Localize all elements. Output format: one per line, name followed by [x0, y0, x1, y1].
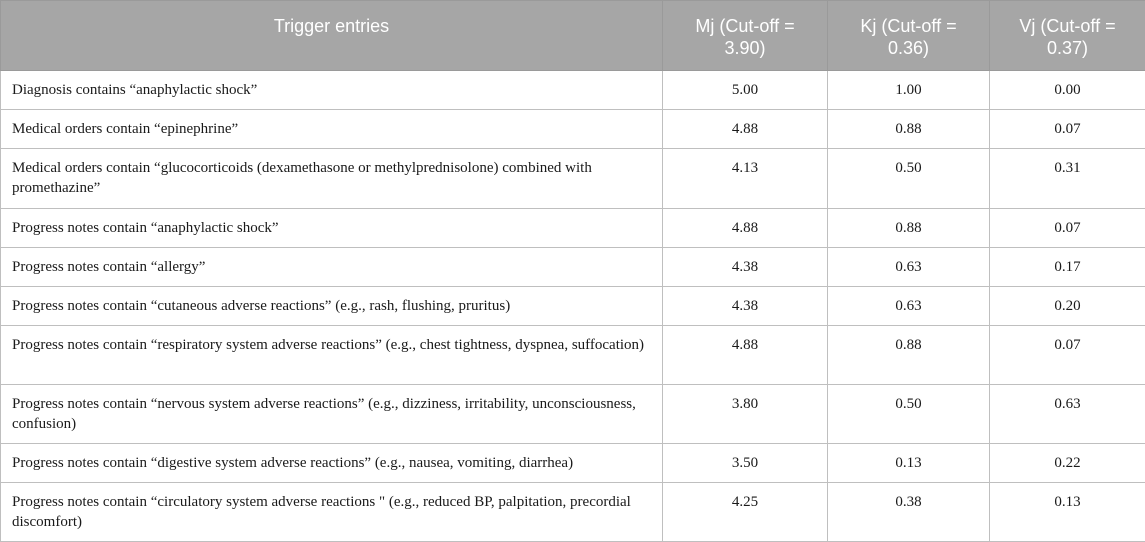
trigger-entry-cell: Progress notes contain “anaphylactic shock”	[1, 209, 663, 248]
table-row	[1, 71, 1145, 110]
vj-cell: 0.31	[990, 149, 1145, 209]
trigger-entry-cell: Medical orders contain “epinephrine”	[1, 110, 663, 149]
vj-cell: 0.63	[990, 385, 1145, 444]
kj-cell: 0.38	[828, 483, 990, 542]
mj-cell: 3.50	[663, 444, 828, 483]
table-row	[1, 248, 1145, 287]
mj-cell: 4.13	[663, 149, 828, 209]
trigger-entry-cell: Progress notes contain “digestive system adverse reactions” (e.g., nausea, vomiting, diarrhea)	[1, 444, 663, 483]
table-row	[1, 483, 1145, 542]
table-row	[1, 110, 1145, 149]
table-row	[1, 287, 1145, 326]
header-row	[1, 1, 1145, 71]
mj-cell: 4.38	[663, 287, 828, 326]
mj-cell: 4.38	[663, 248, 828, 287]
mj-cell: 4.88	[663, 326, 828, 385]
vj-cell: 0.07	[990, 110, 1145, 149]
table-row	[1, 385, 1145, 444]
kj-cell: 0.88	[828, 326, 990, 385]
table-row	[1, 149, 1145, 209]
trigger-entry-cell: Progress notes contain “cutaneous adverse reactions” (e.g., rash, flushing, pruritus)	[1, 287, 663, 326]
trigger-entry-cell: Diagnosis contains “anaphylactic shock”	[1, 71, 663, 110]
table-row	[1, 444, 1145, 483]
header-mj: Mj (Cut-off = 3.90)	[663, 1, 828, 71]
kj-cell: 0.63	[828, 287, 990, 326]
kj-cell: 0.88	[828, 110, 990, 149]
table-header	[1, 1, 1145, 71]
trigger-entry-cell: Progress notes contain “respiratory system adverse reactions” (e.g., chest tightness, dyspnea, suffocation)	[1, 326, 663, 385]
kj-cell: 1.00	[828, 71, 990, 110]
table-row	[1, 326, 1145, 385]
header-trigger-entries: Trigger entries	[1, 1, 663, 71]
header-kj: Kj (Cut-off = 0.36)	[828, 1, 990, 71]
vj-cell: 0.22	[990, 444, 1145, 483]
trigger-entry-cell: Progress notes contain “nervous system adverse reactions” (e.g., dizziness, irritability, unconsciousness, confusion)	[1, 385, 663, 444]
trigger-entry-cell: Medical orders contain “glucocorticoids (dexamethasone or methylprednisolone) combined with promethazine”	[1, 149, 663, 209]
table-body	[1, 71, 1145, 542]
kj-cell: 0.63	[828, 248, 990, 287]
mj-cell: 4.88	[663, 209, 828, 248]
vj-cell: 0.00	[990, 71, 1145, 110]
vj-cell: 0.20	[990, 287, 1145, 326]
trigger-entry-cell: Progress notes contain “circulatory system adverse reactions " (e.g., reduced BP, palpitation, precordial discomfort)	[1, 483, 663, 542]
mj-cell: 4.88	[663, 110, 828, 149]
header-vj: Vj (Cut-off = 0.37)	[990, 1, 1145, 71]
kj-cell: 0.88	[828, 209, 990, 248]
trigger-entry-cell: Progress notes contain “allergy”	[1, 248, 663, 287]
vj-cell: 0.07	[990, 326, 1145, 385]
mj-cell: 3.80	[663, 385, 828, 444]
kj-cell: 0.50	[828, 149, 990, 209]
vj-cell: 0.13	[990, 483, 1145, 542]
vj-cell: 0.17	[990, 248, 1145, 287]
vj-cell: 0.07	[990, 209, 1145, 248]
mj-cell: 4.25	[663, 483, 828, 542]
mj-cell: 5.00	[663, 71, 828, 110]
table-row	[1, 209, 1145, 248]
kj-cell: 0.50	[828, 385, 990, 444]
kj-cell: 0.13	[828, 444, 990, 483]
